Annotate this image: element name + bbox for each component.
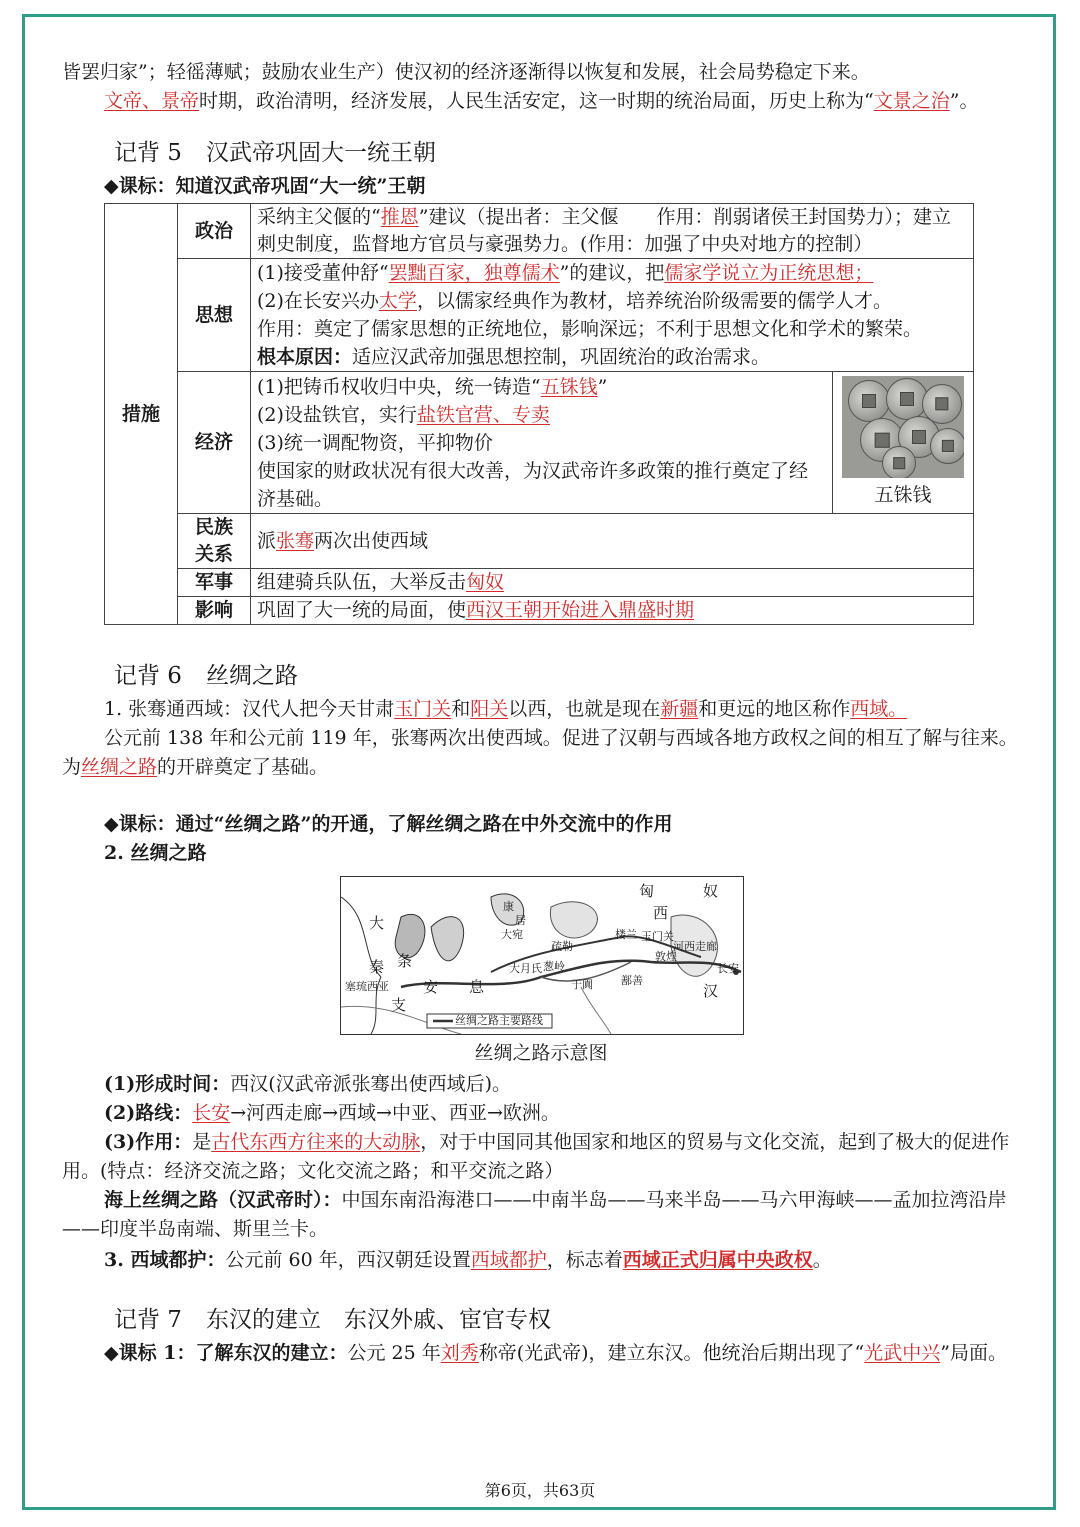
page-number: 第6页，共63页: [484, 1481, 596, 1500]
measures-label: 措施: [105, 204, 178, 625]
zhangqian-paragraph: 1. 张骞通西域：汉代人把今天甘肃玉门关和阳关以西，也就是现在新疆和更远的地区称作西域。: [104, 698, 908, 720]
table-row: [105, 569, 974, 597]
wuzhu-coin-caption: 五铢钱: [874, 484, 932, 506]
economy-content: (1)把铸币权收归中央，统一铸造“五铢钱” (2)设盐铁官，实行盐铁官营、专卖 (3)统一调配物资，平抑物价 使国家的财政状况有很大改善，为汉武帝许多政策的推行奠定了经济基础。: [251, 372, 833, 514]
ethnic-label: 民族 关系: [178, 514, 251, 569]
table-row: [105, 597, 974, 625]
thought-content: (1)接受董仲舒“罢黜百家，独尊儒术”的建议，把儒家学说立为正统思想； (2)在长安兴办太学，以儒家经典作为教材，培养统治阶级需要的儒学人才。 作用：奠定了儒家思想的正统地位，影响深远；不利于思想文化和学术的繁荣。 根本原因：适应汉武帝加强思想控制，巩固统治的政治需求。: [251, 259, 974, 372]
wuzhu-coin-figure: [833, 372, 974, 514]
table-row: [105, 372, 974, 514]
map-label: 大: [369, 914, 385, 932]
wuzhu-coin-image: [842, 376, 964, 478]
map-label: 疏勒: [551, 940, 573, 953]
map-label: 大宛: [501, 928, 523, 941]
table-row: [105, 514, 974, 569]
map-label: 奴: [703, 882, 719, 900]
map-label: 条: [397, 952, 413, 970]
map-caption: 丝绸之路示意图: [474, 1042, 608, 1064]
map-label: 息: [469, 978, 485, 996]
map-label: 支: [391, 996, 407, 1014]
map-label: 秦: [369, 958, 385, 976]
formation-time: (1)形成时间：西汉(汉武帝派张骞出使西域后)。: [104, 1073, 512, 1095]
map-label: 匈: [639, 882, 655, 900]
table-row: [105, 259, 974, 372]
map-label: 葱岭: [543, 960, 565, 973]
map-label: 大月氏: [509, 962, 542, 975]
map-label: 楼兰: [615, 928, 637, 941]
curriculum-standard-silk-road: ◆课标：通过“丝绸之路”的开通，了解丝绸之路在中外交流中的作用: [104, 813, 673, 835]
silk-road-map: [340, 876, 744, 1035]
curriculum-standard: ◆课标：知道汉武帝巩固“大一统”王朝: [104, 175, 426, 197]
section-7-heading: 记背 7 东汉的建立 东汉外戚、宦官专权: [114, 1307, 551, 1333]
map-label: 塞琉西亚: [345, 980, 389, 993]
silk-road-subheading: 2. 丝绸之路: [104, 842, 207, 864]
impact-content: 巩固了大一统的局面，使西汉王朝开始进入鼎盛时期: [251, 597, 974, 625]
impact-label: 影响: [178, 597, 251, 625]
map-label: 康: [503, 900, 514, 913]
map-label: 汉: [703, 982, 719, 1000]
map-label: 鄯善: [621, 974, 643, 987]
map-legend: 丝绸之路主要路线: [455, 1014, 543, 1027]
paragraph-wenjing: 文帝、景帝时期，政治清明，经济发展，人民生活安定，这一时期的统治局面，历史上称为“文景之治”。: [104, 90, 979, 112]
page-content: [62, 58, 1020, 1368]
map-label: 长安: [717, 962, 739, 975]
section-6-heading: 记背 6 丝绸之路: [114, 663, 298, 689]
maritime-silk-road: 海上丝绸之路（汉武帝时）：中国东南沿海港口——中南半岛——马来半岛——马六甲海峡——孟加拉湾沿岸——印度半岛南端、斯里兰卡。: [62, 1189, 1007, 1240]
politics-label: 政治: [178, 204, 251, 259]
map-label: 于阗: [571, 978, 593, 991]
military-label: 军事: [178, 569, 251, 597]
missions-paragraph: 公元前 138 年和公元前 119 年，张骞两次出使西域。促进了汉朝与西域各地方政权之间的相互了解与往来。为丝绸之路的开辟奠定了基础。: [62, 727, 1018, 778]
western-regions-protectorate: 3. 西域都护：公元前 60 年，西汉朝廷设置西域都护，标志着西域正式归属中央政权。: [104, 1249, 832, 1271]
map-label: 玉门关: [641, 930, 674, 943]
economy-label: 经济: [178, 372, 251, 514]
wudi-measures-table: [104, 203, 974, 625]
politics-content: 采纳主父偃的“推恩”建议（提出者：主父偃 作用：削弱诸侯王封国势力）；建立刺史制度，监督地方官员与豪强势力。(作用：加强了中央对地方的控制）: [251, 204, 974, 259]
map-label: 河西走廊: [673, 940, 717, 953]
map-label: 安: [423, 978, 439, 996]
military-content: 组建骑兵队伍，大举反击匈奴: [251, 569, 974, 597]
route: (2)路线：长安→河西走廊→西域→中亚、西亚→欧洲。: [104, 1102, 560, 1124]
eastern-han-founding: ◆课标 1：了解东汉的建立：公元 25 年刘秀称帝(光武帝)，建立东汉。他统治后期出现了“光武中兴”局面。: [104, 1342, 1008, 1364]
ethnic-content: 派张骞两次出使西域: [251, 514, 974, 569]
table-row: [105, 204, 974, 259]
thought-label: 思想: [178, 259, 251, 372]
map-label: 西: [653, 904, 669, 922]
map-label: 敦煌: [655, 950, 677, 963]
section-5-heading: 记背 5 汉武帝巩固大一统王朝: [114, 140, 436, 166]
paragraph-han-policy: 皆罢归家”；轻徭薄赋；鼓励农业生产）使汉初的经济逐渐得以恢复和发展，社会局势稳定下来。: [62, 61, 870, 83]
function: (3)作用：是古代东西方往来的大动脉，对于中国同其他国家和地区的贸易与文化交流，起到了极大的促进作用。(特点：经济交流之路；文化交流之路；和平交流之路）: [62, 1131, 1010, 1182]
map-label: 居: [515, 914, 526, 927]
